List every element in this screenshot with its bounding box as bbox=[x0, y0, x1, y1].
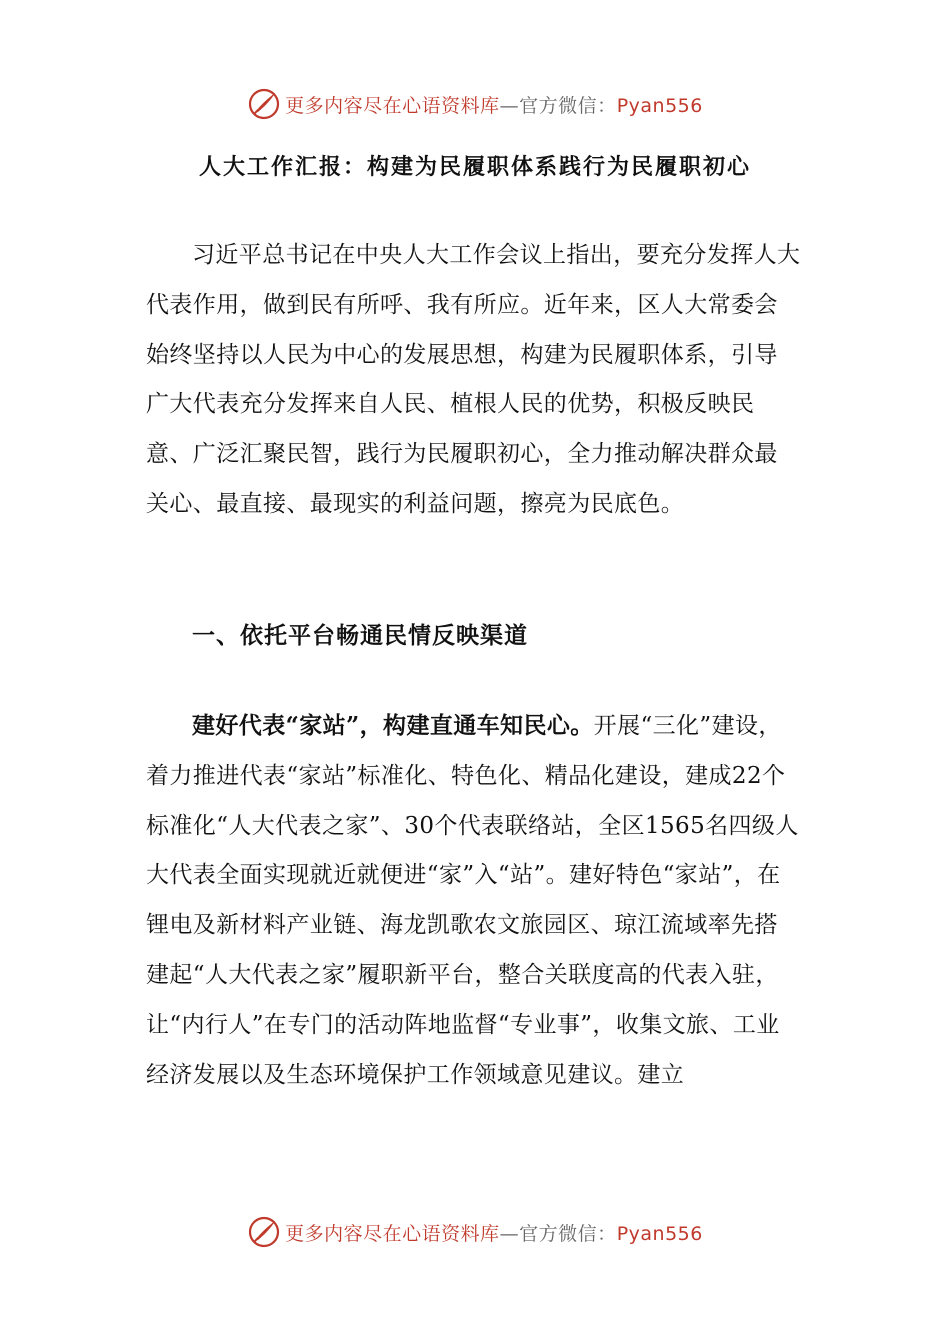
intro-paragraph: 习近平总书记在中央人大工作会议上指出，要充分发挥人大代表作用，做到民有所呼、我有所应。近年来，区人大常委会始终坚持以人民为中心的发展思想，构建为民履职体系，引导广大代表充分发挥来自人民、植根人民的优势，积极反映民意、广泛汇聚民智，践行为民履职初心，全力推动解决群众最关心、最直接、最现实的利益问题，擦亮为民底色。 bbox=[146, 242, 801, 517]
header-banner bbox=[0, 84, 950, 124]
quill-logo-icon bbox=[247, 87, 281, 121]
body-paragraph bbox=[146, 701, 801, 1100]
paragraph-lead: 建好代表“家站”，构建直通车知民心。 bbox=[192, 712, 594, 739]
section-heading: 一、依托平台畅通民情反映渠道 bbox=[192, 622, 528, 649]
banner-text: 更多内容尽在心语资料库—官方微信：Pyan556 bbox=[285, 1222, 703, 1245]
paragraph-text: 开展“三化”建设，着力推进代表“家站”标准化、特色化、精品化建设，建成22个标准化“人大代表之家”、30个代表联络站，全区1565名四级人大代表全面实现就近就便进“家”入“站”。建好特色“家站”，在锂电及新材料产业链、海龙凯歌农文旅园区、琼江流域率先搭建起“人大代表之家”履职新平台，整合关联度高的代表入驻，让“内行人”在专门的活动阵地监督“专业事”，收集文旅、工业经济发展以及生态环境保护工作领域意见建议。建立 bbox=[146, 713, 799, 1088]
banner-text: 更多内容尽在心语资料库—官方微信：Pyan556 bbox=[285, 94, 703, 117]
footer-banner bbox=[0, 1212, 950, 1252]
document-title: 人大工作汇报：构建为民履职体系践行为民履职初心 bbox=[198, 154, 751, 180]
quill-logo-icon bbox=[247, 1215, 281, 1249]
